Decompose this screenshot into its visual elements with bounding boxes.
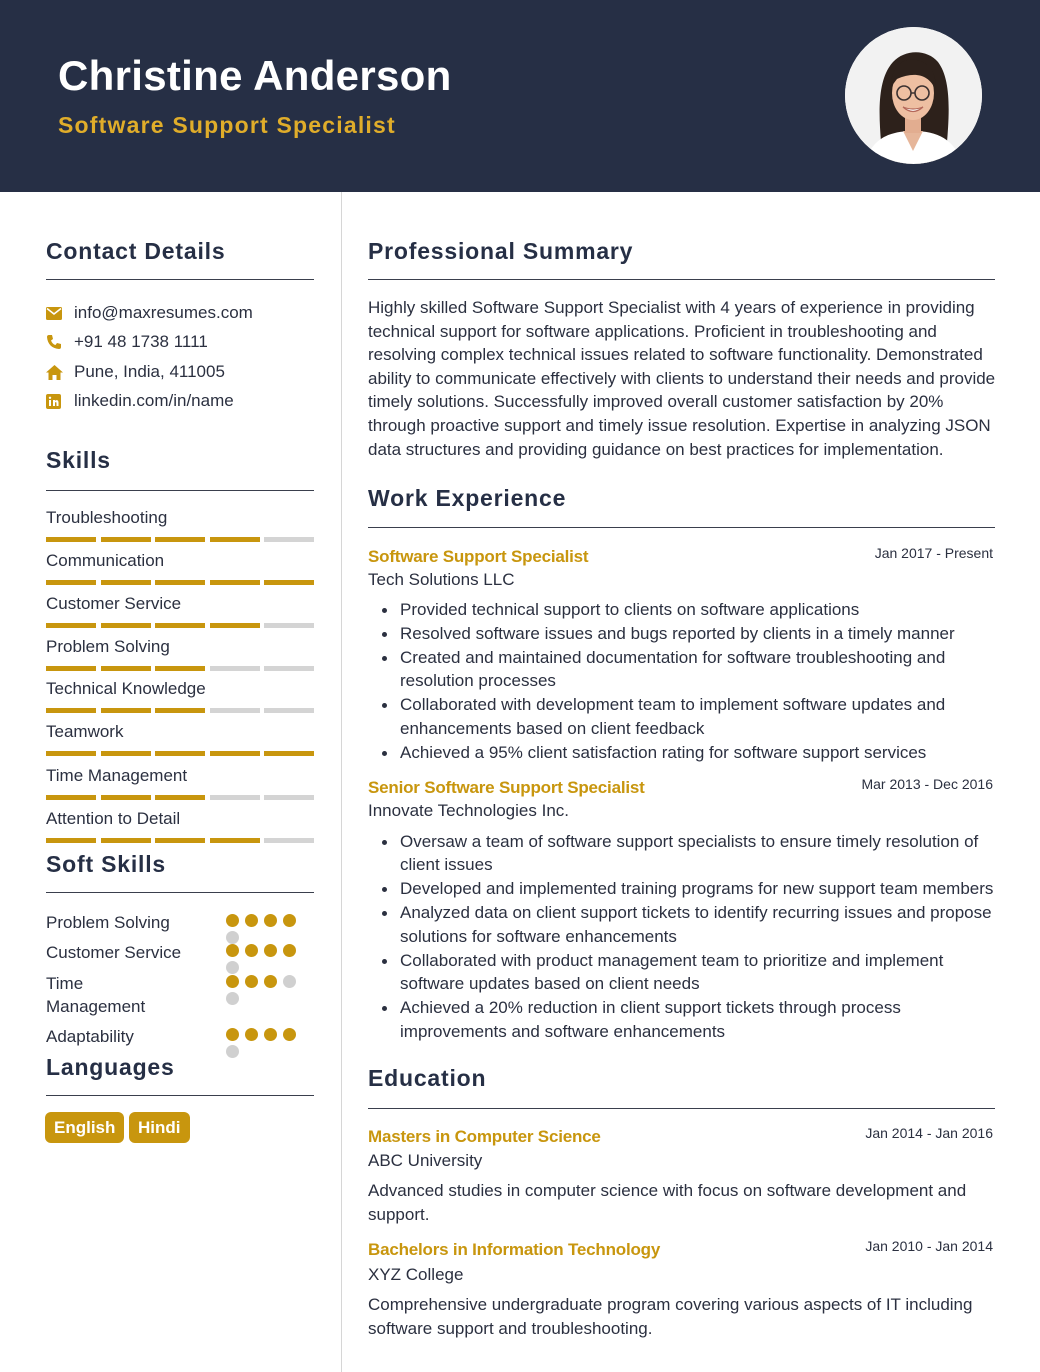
job-date: Jan 2017 - Present bbox=[874, 545, 993, 561]
skill-level-segment bbox=[264, 708, 314, 713]
skill-level-bar bbox=[46, 708, 314, 713]
languages-heading: Languages bbox=[46, 1054, 175, 1080]
education-heading: Education bbox=[368, 1065, 487, 1091]
skill-level-segment bbox=[101, 623, 151, 628]
soft-skill-rating bbox=[226, 944, 306, 974]
degree-description: Comprehensive undergraduate program covering various aspects of IT including software support and troubleshooting. bbox=[368, 1295, 973, 1338]
job-bullet: Created and maintained documentation for software troubleshooting and resolution processes bbox=[382, 646, 1002, 693]
skill-level-segment bbox=[264, 795, 314, 800]
home-icon bbox=[46, 363, 74, 381]
skill-level-segment bbox=[264, 623, 314, 628]
skill-level-segment bbox=[101, 580, 151, 585]
skill-level-segment bbox=[264, 666, 314, 671]
skill-level-bar bbox=[46, 666, 314, 671]
soft-skill-name: Adaptability bbox=[46, 1027, 134, 1046]
job-bullets bbox=[382, 598, 1002, 765]
rating-dot bbox=[264, 944, 277, 957]
rating-dot bbox=[245, 1028, 258, 1041]
skill-name: Technical Knowledge bbox=[46, 679, 206, 698]
skill-level-segment bbox=[101, 795, 151, 800]
job-bullet: Resolved software issues and bugs reported by clients in a timely manner bbox=[382, 622, 1002, 645]
skill-level-segment bbox=[101, 708, 151, 713]
phone-icon bbox=[46, 333, 74, 351]
skills-divider bbox=[46, 490, 314, 491]
job-company: Innovate Technologies Inc. bbox=[368, 801, 569, 820]
skill-level-segment bbox=[155, 666, 205, 671]
skill-level-segment bbox=[210, 708, 260, 713]
experience-divider bbox=[368, 527, 995, 528]
contact-linkedin[interactable] bbox=[46, 391, 234, 411]
skill-level-segment bbox=[155, 751, 205, 756]
profile-photo bbox=[845, 27, 982, 164]
soft-skill-name: Problem Solving bbox=[46, 913, 170, 932]
skill-name: Problem Solving bbox=[46, 637, 170, 656]
skill-level-segment bbox=[155, 708, 205, 713]
skill-level-segment bbox=[264, 537, 314, 542]
skill-level-segment bbox=[210, 666, 260, 671]
skill-name: Communication bbox=[46, 551, 165, 570]
soft-skills-divider bbox=[46, 892, 314, 893]
language-badge: Hindi bbox=[129, 1112, 190, 1143]
skill-level-segment bbox=[46, 537, 96, 542]
job-bullet: Provided technical support to clients on software applications bbox=[382, 598, 1002, 621]
rating-dot bbox=[283, 1028, 296, 1041]
skill-level-segment bbox=[210, 751, 260, 756]
soft-skill-rating bbox=[226, 975, 306, 1005]
job-bullet: Oversaw a team of software support specialists to ensure timely resolution of client issues bbox=[382, 830, 1002, 877]
linkedin-icon bbox=[46, 392, 74, 410]
column-divider bbox=[341, 192, 342, 1372]
rating-dot bbox=[264, 914, 277, 927]
rating-dot bbox=[226, 1045, 239, 1058]
education-divider bbox=[368, 1108, 995, 1109]
skill-level-segment bbox=[264, 838, 314, 843]
job-company: Tech Solutions LLC bbox=[368, 570, 515, 589]
school-name: XYZ College bbox=[368, 1265, 464, 1284]
skill-name: Teamwork bbox=[46, 722, 124, 741]
skill-level-segment bbox=[264, 751, 314, 756]
degree-description: Advanced studies in computer science with focus on software development and support. bbox=[368, 1181, 967, 1224]
skill-level-segment bbox=[210, 838, 260, 843]
skill-name: Customer Service bbox=[46, 594, 182, 613]
resume-header bbox=[0, 0, 1040, 192]
contact-divider bbox=[46, 279, 314, 280]
skill-level-segment bbox=[210, 537, 260, 542]
skill-level-bar bbox=[46, 580, 314, 585]
skill-level-segment bbox=[264, 580, 314, 585]
rating-dot bbox=[226, 944, 239, 957]
skills-heading: Skills bbox=[46, 447, 111, 473]
rating-dot bbox=[226, 931, 239, 944]
rating-dot bbox=[226, 975, 239, 988]
skill-name: Troubleshooting bbox=[46, 508, 168, 527]
job-title: Senior Software Support Specialist bbox=[368, 778, 645, 797]
rating-dot bbox=[226, 961, 239, 974]
skill-level-bar bbox=[46, 838, 314, 843]
job-bullet: Collaborated with product management team to prioritize and implement software updates based on client needs bbox=[382, 949, 1002, 996]
degree-title: Masters in Computer Science bbox=[368, 1127, 601, 1146]
contact-email[interactable] bbox=[46, 303, 253, 323]
job-bullet: Achieved a 20% reduction in client support tickets through process improvements and software enhancements bbox=[382, 996, 1002, 1043]
degree-date: Jan 2010 - Jan 2014 bbox=[865, 1238, 993, 1254]
degree-title: Bachelors in Information Technology bbox=[368, 1240, 661, 1259]
rating-dot bbox=[283, 914, 296, 927]
rating-dot bbox=[245, 914, 258, 927]
contact-address-text: Pune, India, 411005 bbox=[74, 362, 225, 381]
rating-dot bbox=[264, 1028, 277, 1041]
job-date: Mar 2013 - Dec 2016 bbox=[861, 776, 993, 792]
rating-dot bbox=[226, 914, 239, 927]
skill-level-segment bbox=[101, 751, 151, 756]
job-bullet: Collaborated with development team to implement software updates and enhancements based on client feedback bbox=[382, 693, 1002, 740]
skill-level-segment bbox=[101, 666, 151, 671]
soft-skill-rating bbox=[226, 914, 306, 944]
skill-level-segment bbox=[46, 623, 96, 628]
candidate-title: Software Support Specialist bbox=[58, 112, 396, 138]
candidate-name: Christine Anderson bbox=[58, 52, 452, 99]
job-bullets bbox=[382, 830, 1002, 1044]
skill-level-segment bbox=[155, 537, 205, 542]
job-title: Software Support Specialist bbox=[368, 547, 589, 566]
skill-name: Attention to Detail bbox=[46, 809, 181, 828]
skill-level-segment bbox=[210, 580, 260, 585]
skill-level-segment bbox=[46, 666, 96, 671]
experience-heading: Work Experience bbox=[368, 485, 567, 511]
skill-level-segment bbox=[101, 537, 151, 542]
contact-email-text: info@maxresumes.com bbox=[74, 303, 253, 322]
skill-level-bar bbox=[46, 751, 314, 756]
skill-level-segment bbox=[46, 795, 96, 800]
skill-level-bar bbox=[46, 537, 314, 542]
job-bullet: Achieved a 95% client satisfaction rating for software support services bbox=[382, 741, 1002, 764]
contact-heading: Contact Details bbox=[46, 238, 226, 264]
rating-dot bbox=[226, 1028, 239, 1041]
degree-date: Jan 2014 - Jan 2016 bbox=[865, 1125, 993, 1141]
skill-level-segment bbox=[46, 751, 96, 756]
skill-name: Time Management bbox=[46, 766, 188, 785]
contact-address bbox=[46, 362, 225, 382]
contact-phone-text: +91 48 1738 1111 bbox=[74, 332, 208, 351]
skill-level-segment bbox=[46, 708, 96, 713]
soft-skill-name: Customer Service bbox=[46, 943, 182, 962]
rating-dot bbox=[245, 975, 258, 988]
summary-heading: Professional Summary bbox=[368, 238, 634, 264]
contact-phone[interactable] bbox=[46, 332, 208, 352]
soft-skill-rating bbox=[226, 1028, 306, 1058]
skill-level-segment bbox=[155, 623, 205, 628]
skill-level-bar bbox=[46, 623, 314, 628]
rating-dot bbox=[283, 975, 296, 988]
job-bullet: Analyzed data on client support tickets to identify recurring issues and propose solutions for software enhancements bbox=[382, 901, 1002, 948]
skill-level-segment bbox=[155, 838, 205, 843]
skill-level-segment bbox=[46, 580, 96, 585]
soft-skills-heading: Soft Skills bbox=[46, 851, 166, 877]
soft-skill-name: Time Management bbox=[46, 974, 146, 1016]
skill-level-segment bbox=[46, 838, 96, 843]
school-name: ABC University bbox=[368, 1151, 483, 1170]
skill-level-segment bbox=[155, 795, 205, 800]
skill-level-segment bbox=[210, 623, 260, 628]
skill-level-segment bbox=[101, 838, 151, 843]
languages-divider bbox=[46, 1095, 314, 1096]
skill-level-segment bbox=[155, 580, 205, 585]
rating-dot bbox=[264, 975, 277, 988]
contact-linkedin-text: linkedin.com/in/name bbox=[74, 391, 234, 410]
summary-text: Highly skilled Software Support Specialist with 4 years of experience in providing technical support for software applications. Proficient in troubleshooting and resolving complex technical issues related to software functionality. Demonstrated ability to communicate effectively with clients to understand their needs and provide timely solutions. Successfully improved overall customer satisfaction by 20% through proactive support and timely issue resolution. Expertise in analyzing JSON data structures and providing guidance on best practices for implementation. bbox=[368, 298, 996, 459]
job-bullet: Developed and implemented training programs for new support team members bbox=[382, 877, 1002, 900]
rating-dot bbox=[245, 944, 258, 957]
skill-level-bar bbox=[46, 795, 314, 800]
envelope-icon bbox=[46, 304, 74, 322]
skill-level-segment bbox=[210, 795, 260, 800]
language-badge: English bbox=[45, 1112, 124, 1143]
rating-dot bbox=[226, 992, 239, 1005]
rating-dot bbox=[283, 944, 296, 957]
summary-divider bbox=[368, 279, 995, 280]
